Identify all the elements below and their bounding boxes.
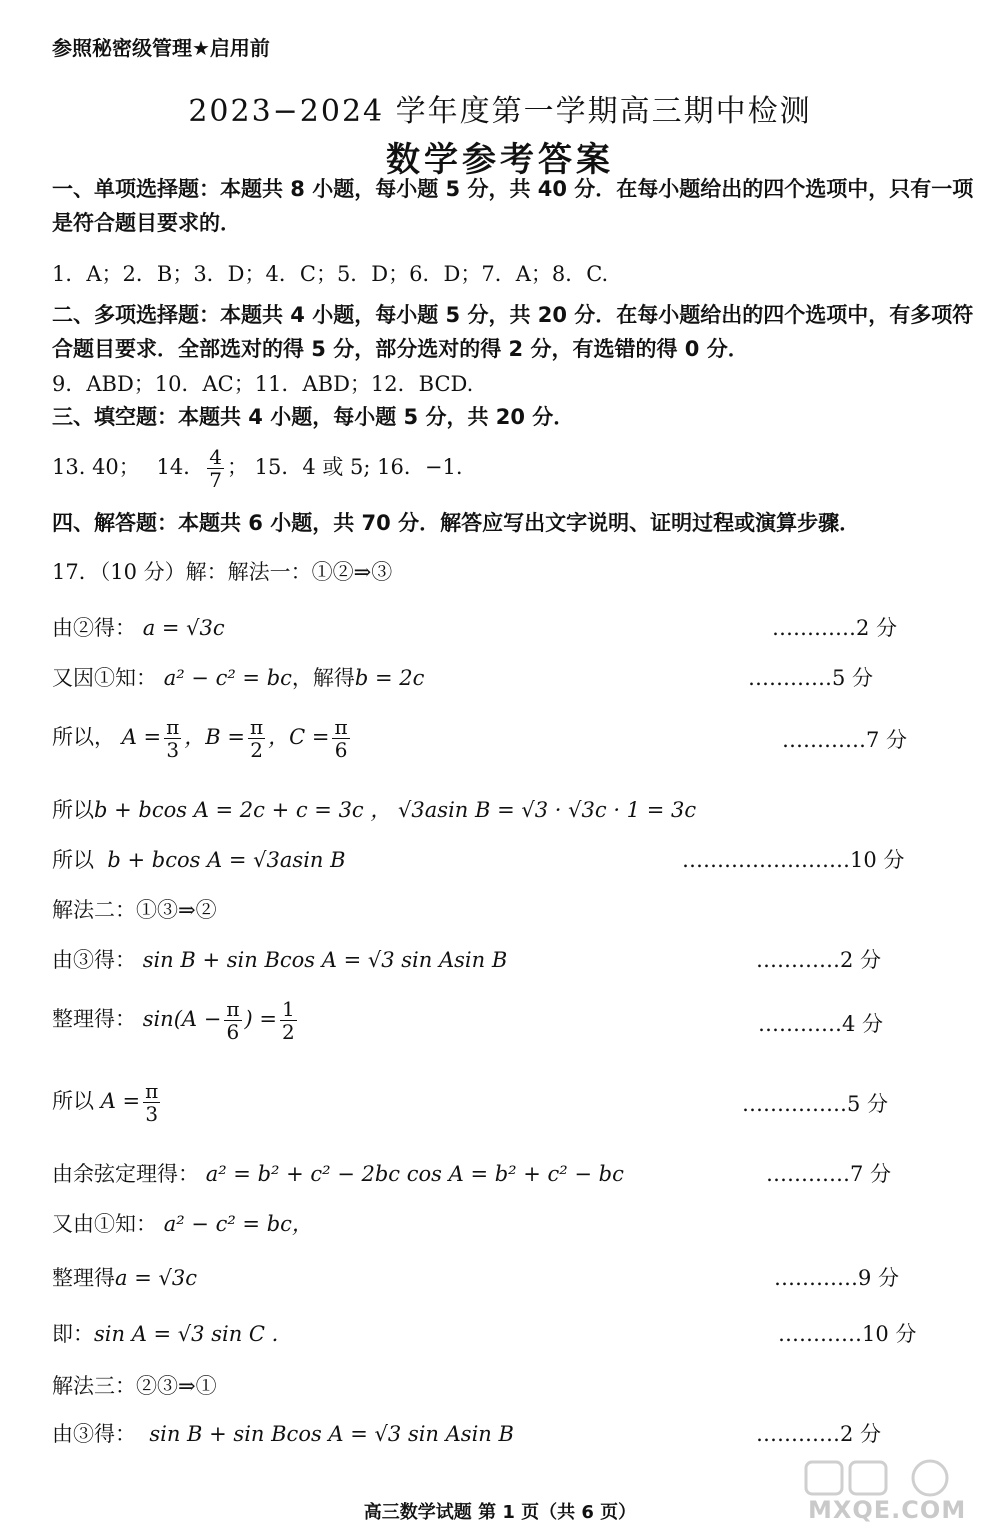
m2-line2: 整理得： sin(A − $\frac{\pi}{6}$ ) = $\frac{1}{2}$: [52, 997, 295, 1044]
m1-line5-score: ……………………10 分: [682, 848, 905, 872]
m2-line3: 所以 A = $\frac{\pi}{3}$: [52, 1079, 159, 1126]
m1-line5: 所以 b + bcos A = √3asin B: [52, 848, 346, 872]
m2-title: 解法二：①③⇒②: [52, 898, 217, 922]
section3-answers: [52, 446, 463, 491]
m2-line1: 由③得： sin B + sin Bcos A = √3 sin Asin B: [52, 948, 508, 972]
m2-line5: 又由①知： a² − c² = bc，: [52, 1212, 313, 1236]
m2-line1-score: …………2 分: [756, 948, 882, 972]
m1-line3: 所以， A = $\frac{\pi}{3}$ ，B = $\frac{\pi}{2}$ ，C = $\frac{\pi}{6}$: [52, 715, 348, 762]
document-subtitle: 数学参考答案: [386, 140, 614, 180]
m2-line3-score: ……………5 分: [742, 1092, 889, 1116]
m1-line2-score: …………5 分: [748, 666, 874, 690]
m1-line4: 所以b + bcos A = 2c + c = 3c ， √3asin B = √3 · √3c · 1 = 3c: [52, 798, 697, 822]
m2-line6-score: …………9 分: [774, 1266, 900, 1290]
page-footer: 高三数学试题 第 1 页（共 6 页）: [363, 1502, 637, 1523]
m1-line1: 由②得： a = √3c: [52, 616, 225, 640]
m2-line6: 整理得a = √3c: [52, 1266, 197, 1290]
q17-intro: 17．（10 分）解：解法一：①②⇒③: [52, 560, 393, 584]
m2-line4: 由余弦定理得： a² = b² + c² − 2bc cos A = b² + c² − bc: [52, 1162, 624, 1186]
answer-14-fraction: $\frac{4}{7}$: [209, 445, 222, 492]
answer-13: 13. 40；: [52, 455, 140, 479]
m1-line2: 又因①知： a² − c² = bc，解得b = 2c: [52, 666, 425, 690]
m2-line2-score: …………4 分: [758, 1012, 884, 1036]
section4-heading: 四、解答题：本题共 6 小题，共 70 分．解答应写出文字说明、证明过程或演算步骤．: [52, 511, 861, 535]
m3-line1: 由③得： sin B + sin Bcos A = √3 sin Asin B: [52, 1422, 514, 1446]
answer-15-16: ； 15．4 或 5; 16．−1.: [226, 455, 463, 479]
section2-answers: 9．ABD；10．AC；11．ABD；12．BCD.: [52, 372, 474, 396]
section3-heading: 三、填空题：本题共 4 小题，每小题 5 分，共 20 分．: [52, 405, 575, 429]
m3-line1-score: …………2 分: [756, 1422, 882, 1446]
answer-14-label: 14．: [156, 455, 205, 479]
section1-answers: 1．A；2．B；3．D；4．C；5．D；6．D；7．A；8．C.: [52, 262, 609, 286]
m2-line7-score: …………10 分: [778, 1322, 917, 1346]
m2-line7: 即：sin A = √3 sin C .: [52, 1322, 279, 1346]
section1-heading: 一、单项选择题：本题共 8 小题，每小题 5 分，共 40 分．在每小题给出的四个选项中，只有一项是符合题目要求的．: [52, 177, 974, 235]
m2-line4-score: …………7 分: [766, 1162, 892, 1186]
m3-title: 解法三：②③⇒①: [52, 1374, 217, 1398]
section2-heading: 二、多项选择题：本题共 4 小题，每小题 5 分，共 20 分．在每小题给出的四个选项中，有多项符合题目要求．全部选对的得 5 分，部分选对的得 2 分，有选错的得 0 分．: [52, 303, 974, 361]
m1-line1-score: …………2 分: [772, 616, 898, 640]
exam-title: 2023−2024 学年度第一学期高三期中检测: [188, 94, 812, 129]
confidentiality-note: 参照秘密级管理★启用前: [52, 36, 270, 60]
m1-line3-score: …………7 分: [782, 728, 908, 752]
watermark-shape-icon: [802, 1456, 982, 1500]
watermark-logo: MXQE.COM: [802, 1456, 982, 1526]
